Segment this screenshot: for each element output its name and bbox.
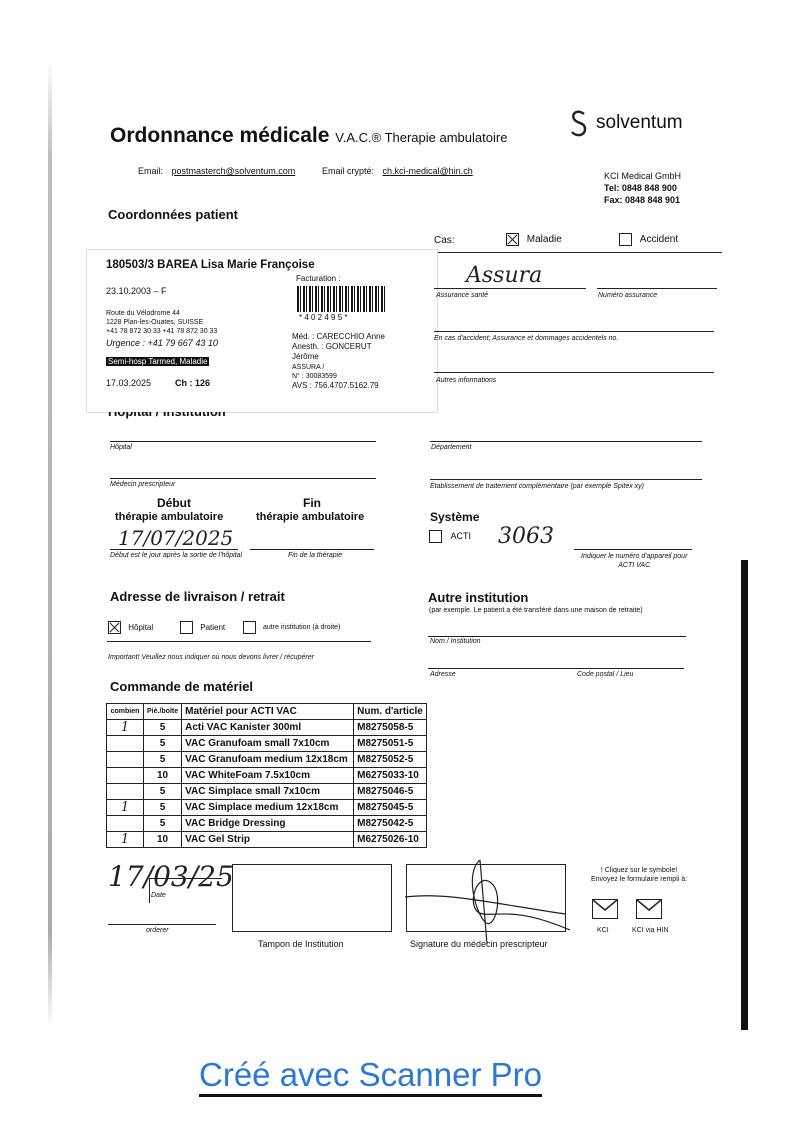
pcs-cell: 5 [144,736,182,752]
send-instructions [591,866,687,884]
material-table-header [107,704,427,720]
assurance-handwritten: Assura [466,263,543,288]
material-cell: VAC Simplace small 7x10cm [182,784,354,800]
pcs-cell: 5 [144,752,182,768]
code-postal-label: Code postal / Lieu [577,671,634,678]
table-row [107,768,427,784]
article-cell: M8275051-5 [354,736,427,752]
livraison-autre-label: autre institution (à droite) [262,624,341,632]
patient-section-title: Coordonnées patient [108,207,239,222]
company-tel: Tel: 0848 848 900 [604,183,677,193]
cas-accident-label: En cas d'accident; Assurance et dommages accidentels no. [434,335,619,342]
address-line1: Route du Vélodrome 44 [106,310,180,317]
kci-label: KCI [597,927,609,934]
livraison-hopital-label: Hôpital [128,622,154,632]
barcode-number: * 4 0 2 4 9 5 * [299,313,348,322]
company-info [604,170,681,206]
qty-cell[interactable]: 1 [107,720,144,736]
material-cell: VAC Granufoam medium 12x18cm [182,752,354,768]
acti-label: ACTI [450,530,472,541]
livraison-autre-checkbox[interactable] [243,621,256,634]
tampon-label: Tampon de Institution [258,939,344,949]
livraison-title: Adresse de livraison / retrait [110,589,285,604]
date-label: Date [151,892,166,899]
material-cell: VAC Gel Strip [182,832,354,848]
autre-institution-desc: (par exemple. Le patient a été transféré dans une maison de retraite) [429,607,643,614]
table-row [107,800,427,816]
cas-label: Cas: [434,235,455,246]
debut-handwritten: 17/07/2025 [118,526,234,550]
adresse-label: Adresse [430,671,456,678]
table-row [107,832,427,848]
livraison-hopital-checkbox[interactable] [108,621,121,634]
table-row [107,816,427,832]
brand-logo [568,108,683,138]
email-label: Email: [138,166,164,176]
cas-accident[interactable] [619,233,678,246]
patient-address [106,309,217,336]
appareil-note [581,552,687,570]
systeme-title: Système [430,510,480,524]
table-row [107,784,427,800]
email-crypt-link[interactable]: ch.kci-medical@hin.ch [382,166,473,176]
kci-hin-label: KCI via HIN [632,927,669,934]
pcs-cell: 5 [144,816,182,832]
maladie-label: Maladie [526,234,562,246]
header-materiel: Matériel pour ACTI VAC [182,704,354,720]
qty-cell[interactable]: 1 [107,832,144,848]
article-cell: M8275046-5 [354,784,427,800]
facturation-label: Facturation : [296,274,341,283]
debut-sub: thérapie ambulatoire [115,511,224,523]
accident-label: Accident [639,234,679,246]
signature-label: Signature du médecin prescripteur [410,939,548,949]
email-crypt-row [322,166,473,176]
avs-number: AVS : 756.4707.5162.79 [292,381,379,390]
room-number: Ch : 126 [175,378,211,388]
livraison-autre-option[interactable] [243,621,340,634]
departement-label: Département [431,444,472,451]
maladie-checkbox[interactable] [506,233,519,246]
scan-edge-left [48,60,52,1028]
acti-checkbox[interactable] [429,530,442,543]
cliquez-text: ! Cliquez sur le symbole! [600,867,678,874]
form-subtitle: V.A.C.® Therapie ambulatoire [335,130,508,145]
qty-cell[interactable] [107,768,144,784]
pcs-cell: 10 [144,832,182,848]
pcs-cell: 5 [144,800,182,816]
email-crypt-label: Email crypté: [322,166,375,176]
qty-cell[interactable] [107,784,144,800]
insurer: ASSURA / [292,364,325,371]
livraison-patient-label: Patient [200,622,226,632]
article-cell: M8275045-5 [354,800,427,816]
doctor-signature [405,852,570,947]
qty-cell[interactable] [107,816,144,832]
article-cell: M8275042-5 [354,816,427,832]
pcs-cell: 5 [144,784,182,800]
material-cell: VAC WhiteFoam 7.5x10cm [182,768,354,784]
pcs-cell: 10 [144,768,182,784]
autre-institution-title: Autre institution [428,590,529,605]
material-cell: VAC Granufoam small 7x10cm [182,736,354,752]
debut-note: Début est le jour après la sortie de l'hôpital [110,552,243,559]
anesth-name: Anesth. : GONCERUT [292,342,372,351]
patient-barcode [297,286,385,312]
medical-staff [292,332,385,362]
patient-phones: +41 78 872 30 33 +41 78 872 30 33 [106,328,218,335]
orderer-label: orderer [146,927,169,934]
insurance-info [292,363,337,381]
assurance-sante-label: Assurance santé [436,292,489,299]
appareil-handwritten: 3063 [498,524,554,549]
med-name: Méd. : CARECCHIO Anne [292,332,385,341]
appareil-note-2: ACTI VAC [618,562,651,569]
company-fax: Fax: 0848 848 901 [604,195,681,205]
medecin-label: Médecin prescripteur [110,481,176,488]
company-name: KCI Medical GmbH [604,171,682,181]
livraison-important: Important! Veuillez nous indiquer où nous devons livrer / récupérer [108,654,314,661]
anesth-name2: Jérôme [292,352,319,361]
material-cell: Acti VAC Kanister 300ml [182,720,354,736]
material-cell: VAC Bridge Dressing [182,816,354,832]
envoyez-text: Envoyez le formulaire rempli à: [591,876,688,883]
article-cell: M8275058-5 [354,720,427,736]
autres-info-label: Autres informations [436,377,497,384]
numero-assurance-label: Numéro assurance [598,292,658,299]
table-row [107,752,427,768]
header-combien: combien [107,704,144,720]
fin-sub: thérapie ambulatoire [256,511,365,523]
livraison-hopital-option[interactable] [108,621,153,634]
nom-label: Nom / Institution [430,638,481,645]
fin-note: Fin de la thérapie [288,552,343,559]
table-row [107,736,427,752]
article-cell: M6275026-10 [354,832,427,848]
kci-mail-icon[interactable] [592,899,618,919]
table-row [107,720,427,736]
patient-dob: 23.10.2003 – F [106,286,167,296]
patient-urgence: Urgence : +41 79 667 43 10 [106,338,218,348]
hopital-label: Hôpital [110,444,132,451]
accident-checkbox[interactable] [619,233,632,246]
scanner-pro-link[interactable]: Créé avec Scanner Pro [199,1056,542,1097]
form-title [110,124,507,148]
insurer-number: N° : 30083599 [292,373,337,380]
etablissement-label: Établissement de traitement complémentaire (par exemple Spitex xy) [430,483,644,490]
fin-title: Fin [303,496,321,510]
article-cell: M8275052-5 [354,752,427,768]
appareil-note-1: Indiquer le numéro d'appareil pour [581,553,688,560]
qty-cell[interactable] [107,736,144,752]
qty-cell[interactable] [107,752,144,768]
material-cell: VAC Simplace medium 12x18cm [182,800,354,816]
tampon-box[interactable] [232,864,392,932]
email-link[interactable]: postmasterch@solventum.com [171,166,296,176]
cas-maladie[interactable] [506,233,562,246]
date-handwritten: 17/03/25 [108,860,234,893]
solventum-logo-icon [568,108,590,138]
kci-hin-mail-icon[interactable] [636,899,662,919]
pcs-cell: 5 [144,720,182,736]
commande-title: Commande de matériel [110,679,254,694]
email-row [138,166,295,176]
livraison-patient-checkbox[interactable] [180,621,193,634]
admission-date: 17.03.2025 [106,378,152,388]
article-cell: M6275033-10 [354,768,427,784]
brand-name: solventum [596,112,683,133]
debut-title: Début [157,496,191,510]
livraison-patient-option[interactable] [180,621,225,634]
patient-name: 180503/3 BAREA Lisa Marie Françoise [106,259,315,271]
material-table [106,703,427,848]
header-article: Num. d'article [354,704,427,720]
address-line2: 1228 Plan-les-Ouates, SUISSE [106,319,204,326]
semi-hosp-badge: Semi-hosp Tarmed, Maladie [108,357,208,366]
qty-cell[interactable]: 1 [107,800,144,816]
date-box [149,878,222,903]
acti-option[interactable] [429,530,471,543]
form-title-main: Ordonnance médicale [110,124,330,147]
scan-edge-right [741,560,748,1030]
header-pieces: Piè./boîte [144,704,182,720]
